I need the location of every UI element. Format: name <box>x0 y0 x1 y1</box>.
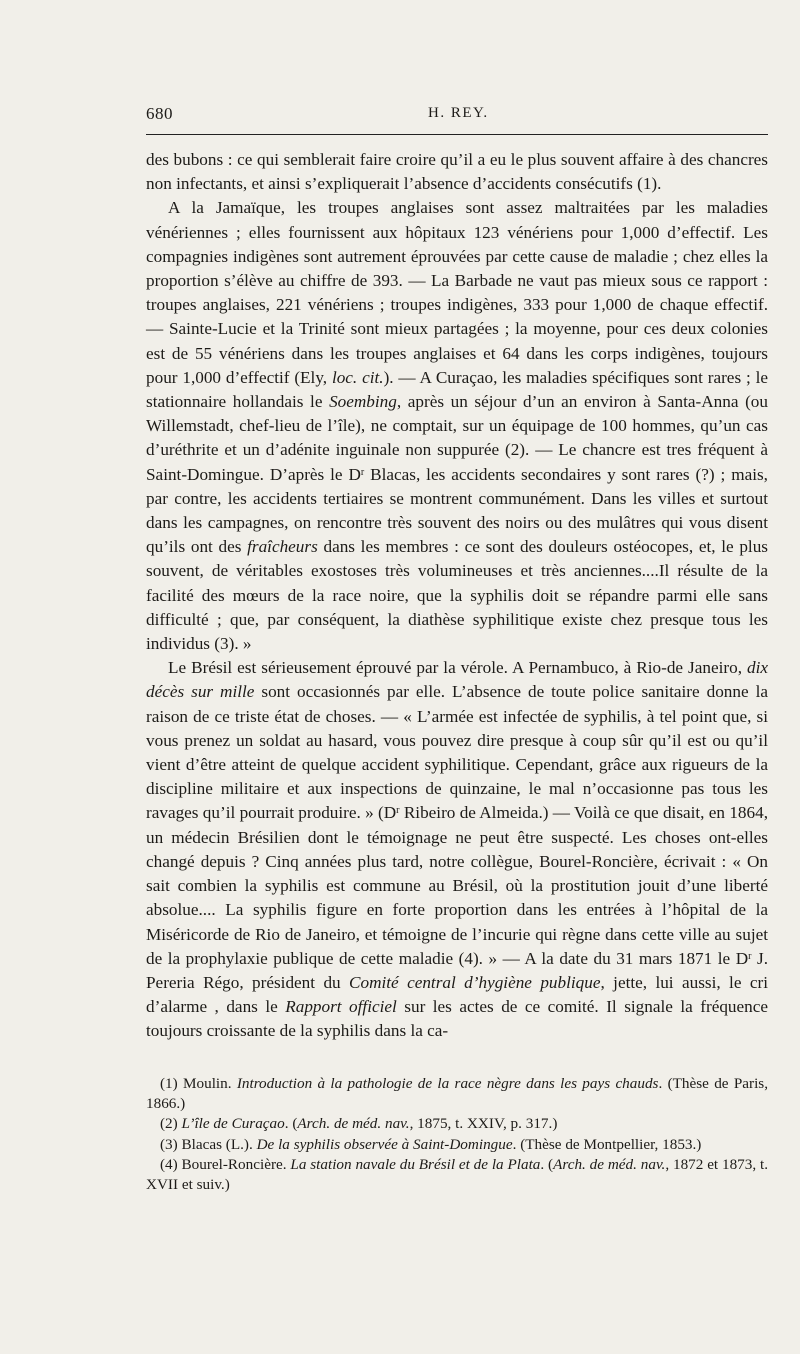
text-run: . (Thèse de Paris, 1866.) <box>146 1075 768 1112</box>
italic-text: dix décès sur mille <box>146 658 768 702</box>
text-run: sont occasionnés par elle. L’absence de toute police sanitaire donne la raison de ce triste état de choses. — « L’armée est infectée de syphilis, à tel point que, si vous prenez un soldat au hasard, vous pouvez dire presque à coup sûr qu’il est ou qu’il vient d’être atteint de quelque accident syphilitique. Cependant, grâce aux rigueurs de la discipline militaire et aux inspections de quinzaine, le mal n’occasionne pas tous les ravages qu’il pourrait produire. » (D <box>146 682 768 823</box>
text-run: . (Thèse de Montpellier, 1853.) <box>512 1135 702 1153</box>
italic-text: La station navale du Brésil et de la Plata <box>290 1156 541 1173</box>
text-run: (3) Blacas (L.). <box>160 1135 257 1153</box>
text-run: Blacas, les accidents secondaires y sont rares (?) ; mais, par contre, les accidents tertiaires se montrent communément. Dans les villes et surtout dans les campagnes, on rencontre très souvent des noirs ou des mulâtres qui vous disent qu’ils ont des <box>146 464 768 557</box>
text-run: (1) Moulin. <box>160 1075 237 1092</box>
text-run: A la Jamaïque, les troupes anglaises sont assez maltraitées par les maladies vénériennes ; elles fournissent aux hôpitaux 123 vénériens pour 1,000 d’effectif. Les compagnies indigènes sont autrement éprouvées par cette cause de maladie ; chez elles la proportion s’élève au chiffre de 393. — La Barbade ne vaut pas mieux sous ce rapport : troupes anglaises, 221 vénériens ; troupes indigènes, 333 pour 1,000 de chaque effectif. — Sainte-Lucie et la Trinité sont mieux partagées ; la moyenne, pour ces deux colonies est de 55 vénériens dans les troupes anglaises et 64 dans les corps indigènes, toujours pour 1,000 d’effectif (Ely, <box>146 198 768 387</box>
footnote <box>146 1114 768 1134</box>
body-text <box>146 148 768 1044</box>
text-run: Le Brésil est sérieusement éprouvé par la vérole. A Pernambuco, à Rio-de Janeiro, <box>168 658 747 678</box>
text-run: ). — A Curaçao, les maladies spécifiques sont rares ; le stationnaire hollandais le <box>146 367 768 412</box>
footnote <box>146 1135 768 1155</box>
text-run: , après un séjour d’un an environ à Santa-Anna (ou Willemstadt, chef-lieu de l’île), ne comptait, sur un équipage de 100 hommes, qu’un cas d’uréthrite et un d’adénite inguinale non suppurée (2). — Le chancre est tres fréquent à Saint-Domingue. D’après le D <box>146 392 768 484</box>
paragraph <box>146 196 768 656</box>
italic-text: Arch. de méd. nav. <box>297 1115 410 1132</box>
superscript-text: r <box>396 805 400 817</box>
page-header <box>146 104 766 128</box>
italic-text: loc. cit. <box>331 367 384 387</box>
text-run: , jette, lui aussi, le cri d’alarme , dans le <box>146 972 768 1017</box>
text-run: Ribeiro de Almeida.) — Voilà ce que disait, en 1864, un médecin Brésilien dont le témoignage ne peut être suspecté. Les choses ont-elles changé depuis ? Cinq années plus tard, notre collègue, Bourel-Roncière, écrivait : « On sait combien la syphilis est commune au Brésil, où la prostitution jouit d’une liberté absolue.... La syphilis figure en forte proportion dans les entrées à l’hôpital de la Miséricorde de Rio de Janeiro, et témoigne de l’incurie qui règne dans cette ville au sujet de la prophylaxie publique de cette maladie (4). » — A la date du 31 mars 1871 le D <box>146 803 768 968</box>
text-run: (4) Bourel-Roncière. <box>160 1156 291 1173</box>
text-run: sur les actes de ce comité. Il signale la fréquence toujours croissante de la syphilis dans la ca- <box>146 997 768 1041</box>
running-head: H. REY. <box>428 105 489 121</box>
paragraph <box>146 148 768 196</box>
italic-text: fraîcheurs <box>247 537 318 557</box>
text-run: . ( <box>540 1156 554 1173</box>
superscript-text: r <box>748 950 752 962</box>
text-run: J. Pereria Régo, président du <box>146 948 768 992</box>
italic-text: Rapport officiel <box>285 997 397 1017</box>
text-run: , 1872 et 1873, t. XVII et suiv.) <box>146 1156 768 1193</box>
text-run: (2) <box>160 1115 182 1132</box>
text-run: dans les membres : ce sont des douleurs ostéocopes, et, le plus souvent, de véritables exostoses très volumineuses et très anciennes....Il résulte de la facilité des mœurs de la race noire, que la syphilis doit se répandre parmi elle sans difficulté ; que, par conséquent, la diathèse syphilitique existe chez presque tous les individus (3). » <box>146 537 768 654</box>
superscript-text: r <box>360 466 365 478</box>
italic-text: Soembing <box>329 392 397 412</box>
header-rule <box>146 134 768 135</box>
footnote <box>146 1155 768 1194</box>
italic-text: L’île de Curaçao <box>181 1115 285 1132</box>
footnote <box>146 1074 768 1113</box>
footnotes <box>146 1074 768 1195</box>
italic-text: Arch. de méd. nav. <box>553 1156 666 1173</box>
text-run: , 1875, t. XXIV, p. 317.) <box>409 1115 558 1132</box>
italic-text: Introduction à la pathologie de la race nègre dans les pays chauds <box>236 1075 659 1092</box>
italic-text: Comité central d’hygiène publique <box>349 972 601 992</box>
paragraph <box>146 656 768 1043</box>
page-number: 680 <box>146 104 173 123</box>
text-run: des bubons : ce qui semblerait faire croire qu’il a eu le plus souvent affaire à des chancres non infectants, et ainsi s’expliquerait l’absence d’accidents consécutifs (1). <box>146 150 768 194</box>
text-run: . ( <box>284 1115 298 1132</box>
italic-text: De la syphilis observée à Saint-Domingue <box>256 1135 513 1153</box>
